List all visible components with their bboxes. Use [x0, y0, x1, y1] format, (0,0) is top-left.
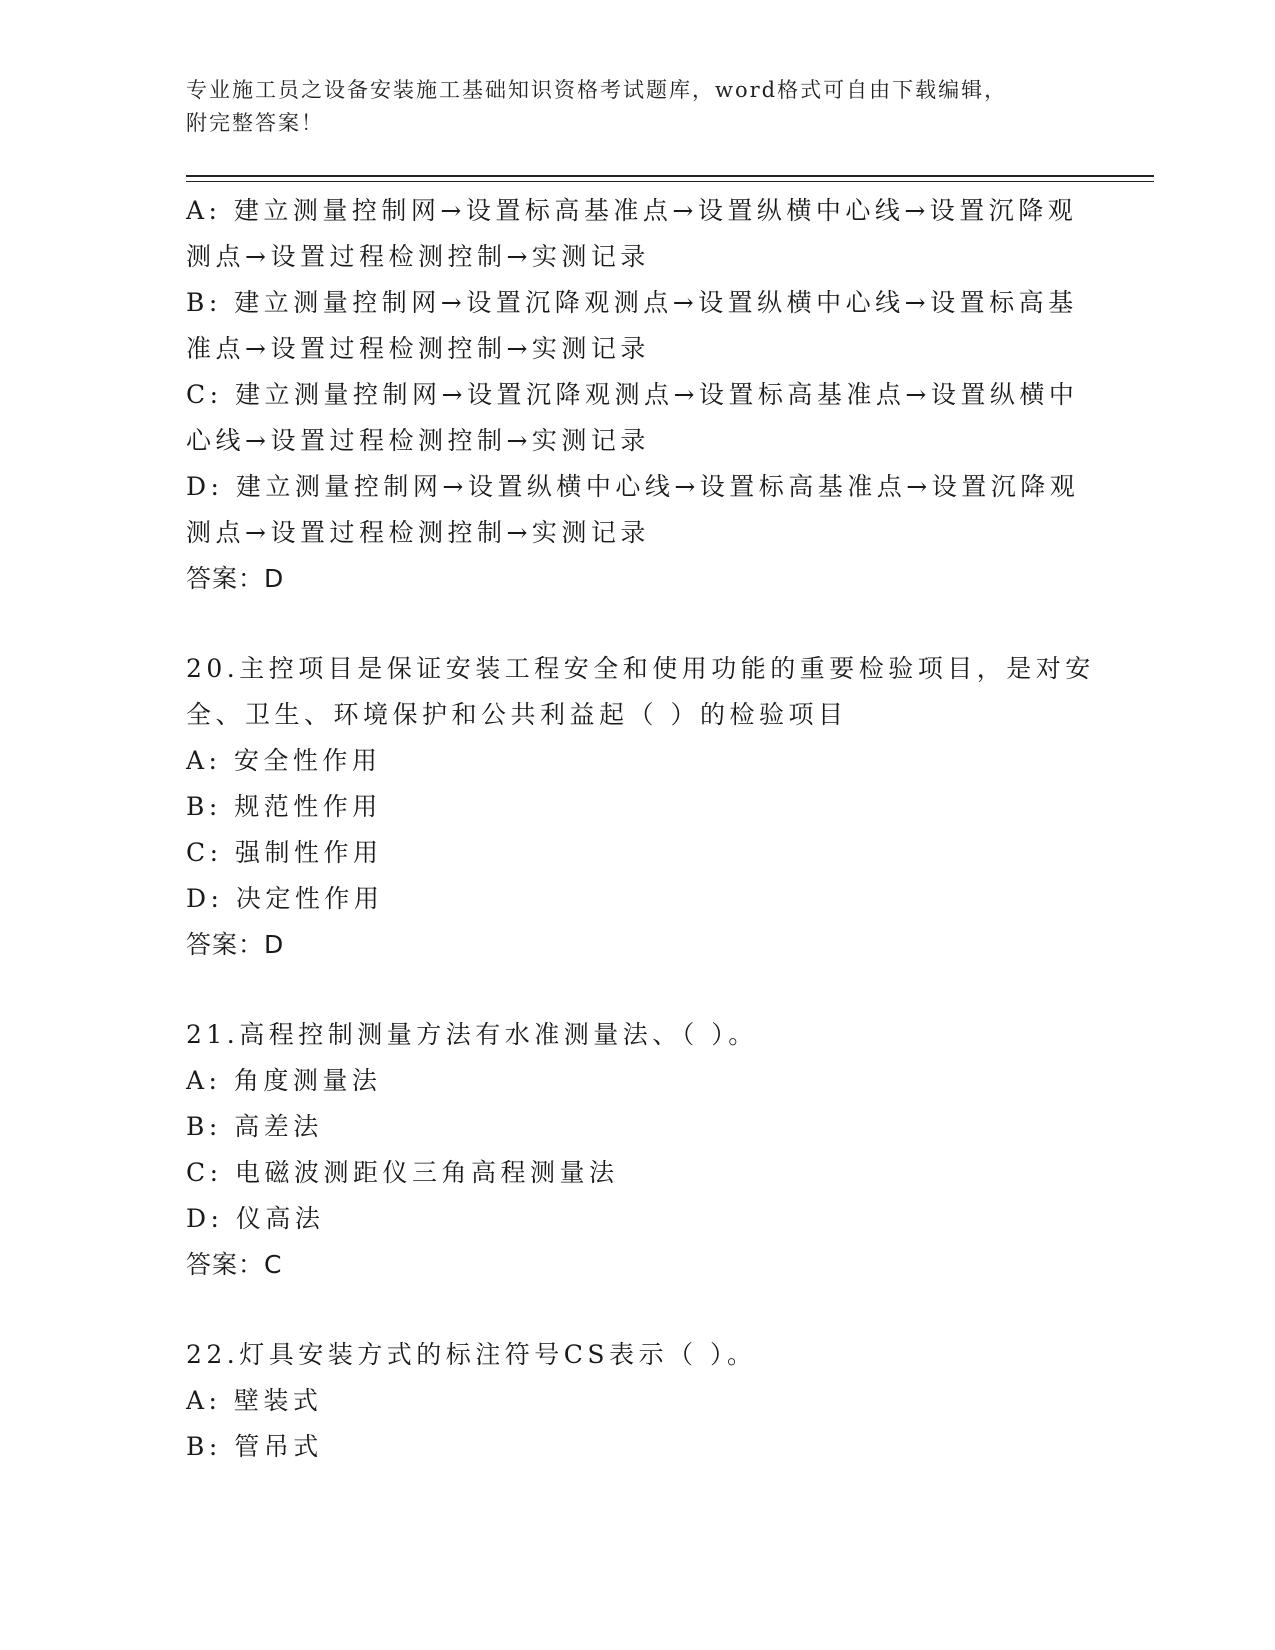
option-b: B: 规范性作用: [186, 792, 382, 821]
option-b: B: 管吊式: [186, 1432, 323, 1461]
option-d-line-2: 测点→设置过程检测控制→实测记录: [186, 518, 650, 547]
question-20: [186, 646, 1095, 968]
question-list: [186, 188, 1095, 1470]
header-line-1: 专业施工员之设备安装施工基础知识资格考试题库，word格式可自由下载编辑，: [186, 78, 1008, 102]
question-text: 22.灯具安装方式的标注符号CS表示（ ）。: [186, 1340, 757, 1369]
option-a: A: 安全性作用: [186, 746, 382, 775]
answer: 答案：C: [186, 1250, 283, 1279]
option-c: C: 强制性作用: [186, 838, 383, 867]
option-c-line-2: 心线→设置过程检测控制→实测记录: [186, 426, 650, 455]
question-text-line-1: 20.主控项目是保证安装工程安全和使用功能的重要检验项目，是对安: [186, 654, 1095, 683]
option-a-line-2: 测点→设置过程检测控制→实测记录: [186, 242, 650, 271]
header-divider-thick: [186, 175, 1154, 177]
question-text-line-2: 全、卫生、环境保护和公共利益起（ ）的检验项目: [186, 700, 848, 729]
option-b-line-2: 准点→设置过程检测控制→实测记录: [186, 334, 650, 363]
answer: 答案：D: [186, 930, 285, 959]
question-19: [186, 188, 1086, 602]
option-a-line-1: A: 建立测量控制网→设置标高基准点→设置纵横中心线→设置沉降观: [186, 196, 1078, 225]
question-text: 21.高程控制测量方法有水准测量法、（ ）。: [186, 1020, 758, 1049]
option-b: B: 高差法: [186, 1112, 323, 1141]
spacer: [186, 1288, 1086, 1332]
spacer: [186, 968, 1086, 1012]
option-c: C: 电磁波测距仪三角高程测量法: [186, 1158, 619, 1187]
option-b-line-1: B: 建立测量控制网→设置沉降观测点→设置纵横中心线→设置标高基: [186, 288, 1078, 317]
option-a: A: 角度测量法: [186, 1066, 382, 1095]
document-header: [186, 74, 1066, 140]
question-21: [186, 1012, 1086, 1288]
option-d-line-1: D: 建立测量控制网→设置纵横中心线→设置标高基准点→设置沉降观: [186, 472, 1080, 501]
option-c-line-1: C: 建立测量控制网→设置沉降观测点→设置标高基准点→设置纵横中: [186, 380, 1079, 409]
answer: 答案：D: [186, 564, 285, 593]
header-line-2: 附完整答案！: [186, 111, 324, 135]
spacer: [186, 602, 1086, 646]
option-d: D: 决定性作用: [186, 884, 384, 913]
option-d: D: 仪高法: [186, 1204, 325, 1233]
header-divider-thin: [186, 181, 1154, 182]
question-22: [186, 1332, 1086, 1470]
option-a: A: 壁装式: [186, 1386, 323, 1415]
